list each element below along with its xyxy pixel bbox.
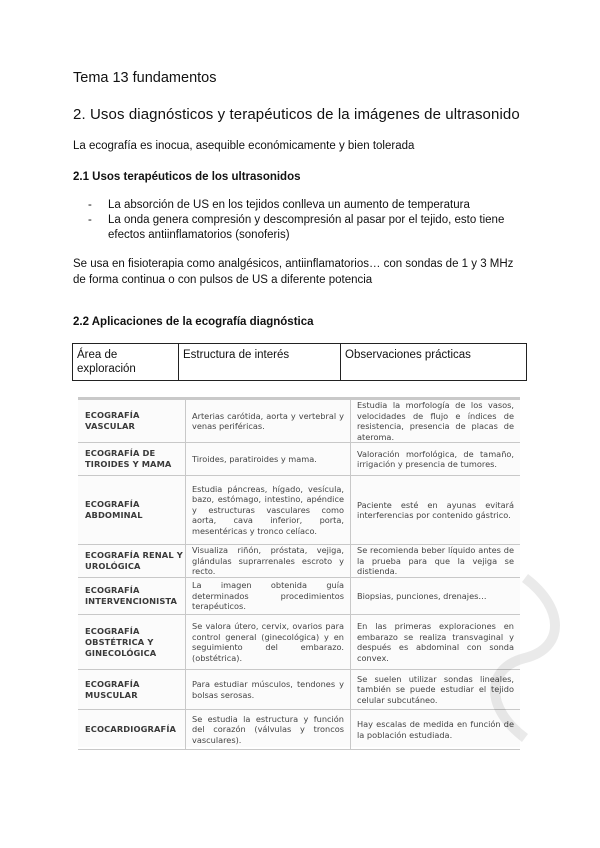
table-row: ECOGRAFÍA VASCULAR Arterias carótida, aorta y vertebral y venas periféricas. Estudia la morfología de los vasos, velocidades de flujo e índices de resistencia, presencia de placas de ateroma. bbox=[78, 399, 520, 443]
section-2-intro: La ecografía es inocua, asequible económicamente y bien tolerada bbox=[73, 140, 415, 152]
table-row: ECOCARDIOGRAFÍA Se estudia la estructura y función del corazón (válvulas y troncos vasculares). Hay escalas de medida en función de la población estudiada. bbox=[78, 710, 520, 750]
table-row: ECOGRAFÍA ABDOMINAL Estudia páncreas, hígado, vesícula, bazo, estómago, intestino, apéndice y estructuras vasculares como aorta, cava inferior, porta, mesentéricas y tronco celíaco. Paciente esté en ayunas evitará interferencias por contenido gástrico. bbox=[78, 476, 520, 545]
ecography-table bbox=[78, 397, 520, 750]
document-title: Tema 13 fundamentos bbox=[73, 70, 217, 86]
header-area: Área de exploración bbox=[73, 344, 179, 381]
ecography-table-image bbox=[78, 397, 520, 747]
watermark-graphic bbox=[480, 568, 570, 748]
header-observaciones: Observaciones prácticas bbox=[341, 344, 527, 381]
section-2-1-paragraph: Se usa en fisioterapia como analgésicos, antiinflamatorios… con sondas de 1 y 3 MHz de forma continua o con pulsos de US a diferente potencia bbox=[73, 258, 514, 286]
list-item: - La absorción de US en los tejidos conlleva un aumento de temperatura bbox=[88, 199, 470, 211]
list-item: - La onda genera compresión y descompresión al pasar por el tejido, esto tiene efectos antiinflamatorios (sonoferis) bbox=[88, 214, 505, 241]
section-2-heading: 2. Usos diagnósticos y terapéuticos de la imágenes de ultrasonido bbox=[73, 106, 520, 123]
section-2-1-heading: 2.1 Usos terapéuticos de los ultrasonidos bbox=[73, 171, 301, 183]
header-estructura: Estructura de interés bbox=[179, 344, 341, 381]
table-row: ECOGRAFÍA INTERVENCIONISTA La imagen obtenida guía determinados procedimientos terapéuticos. Biopsias, punciones, drenajes… bbox=[78, 578, 520, 615]
table-row: ECOGRAFÍA MUSCULAR Para estudiar músculos, tendones y bolsas serosas. Se suelen utilizar sondas lineales, también se puede estudiar el tejido celular subcutáneo. bbox=[78, 670, 520, 710]
therapeutic-uses-list bbox=[88, 198, 518, 243]
header-table bbox=[72, 343, 527, 381]
table-row: ECOGRAFÍA DE TIROIDES Y MAMA Tiroides, paratiroides y mama. Valoración morfológica, de tamaño, irrigación y presencia de tumores. bbox=[78, 443, 520, 476]
table-row: ECOGRAFÍA RENAL Y UROLÓGICA Visualiza riñón, próstata, vejiga, glándulas suprarrenales escroto y recto. Se recomienda beber líquido antes de la prueba para que la vejiga se distienda. bbox=[78, 545, 520, 578]
section-2-2-heading: 2.2 Aplicaciones de la ecografía diagnóstica bbox=[73, 316, 314, 328]
table-row: ECOGRAFÍA OBSTÉTRICA Y GINECOLÓGICA Se valora útero, cervix, ovarios para control general (ginecológica) y en seguimiento del embarazo. (obstétrica). En las primeras exploraciones en embarazo se realiza transvaginal y después es abdominal con sonda convex. bbox=[78, 615, 520, 670]
